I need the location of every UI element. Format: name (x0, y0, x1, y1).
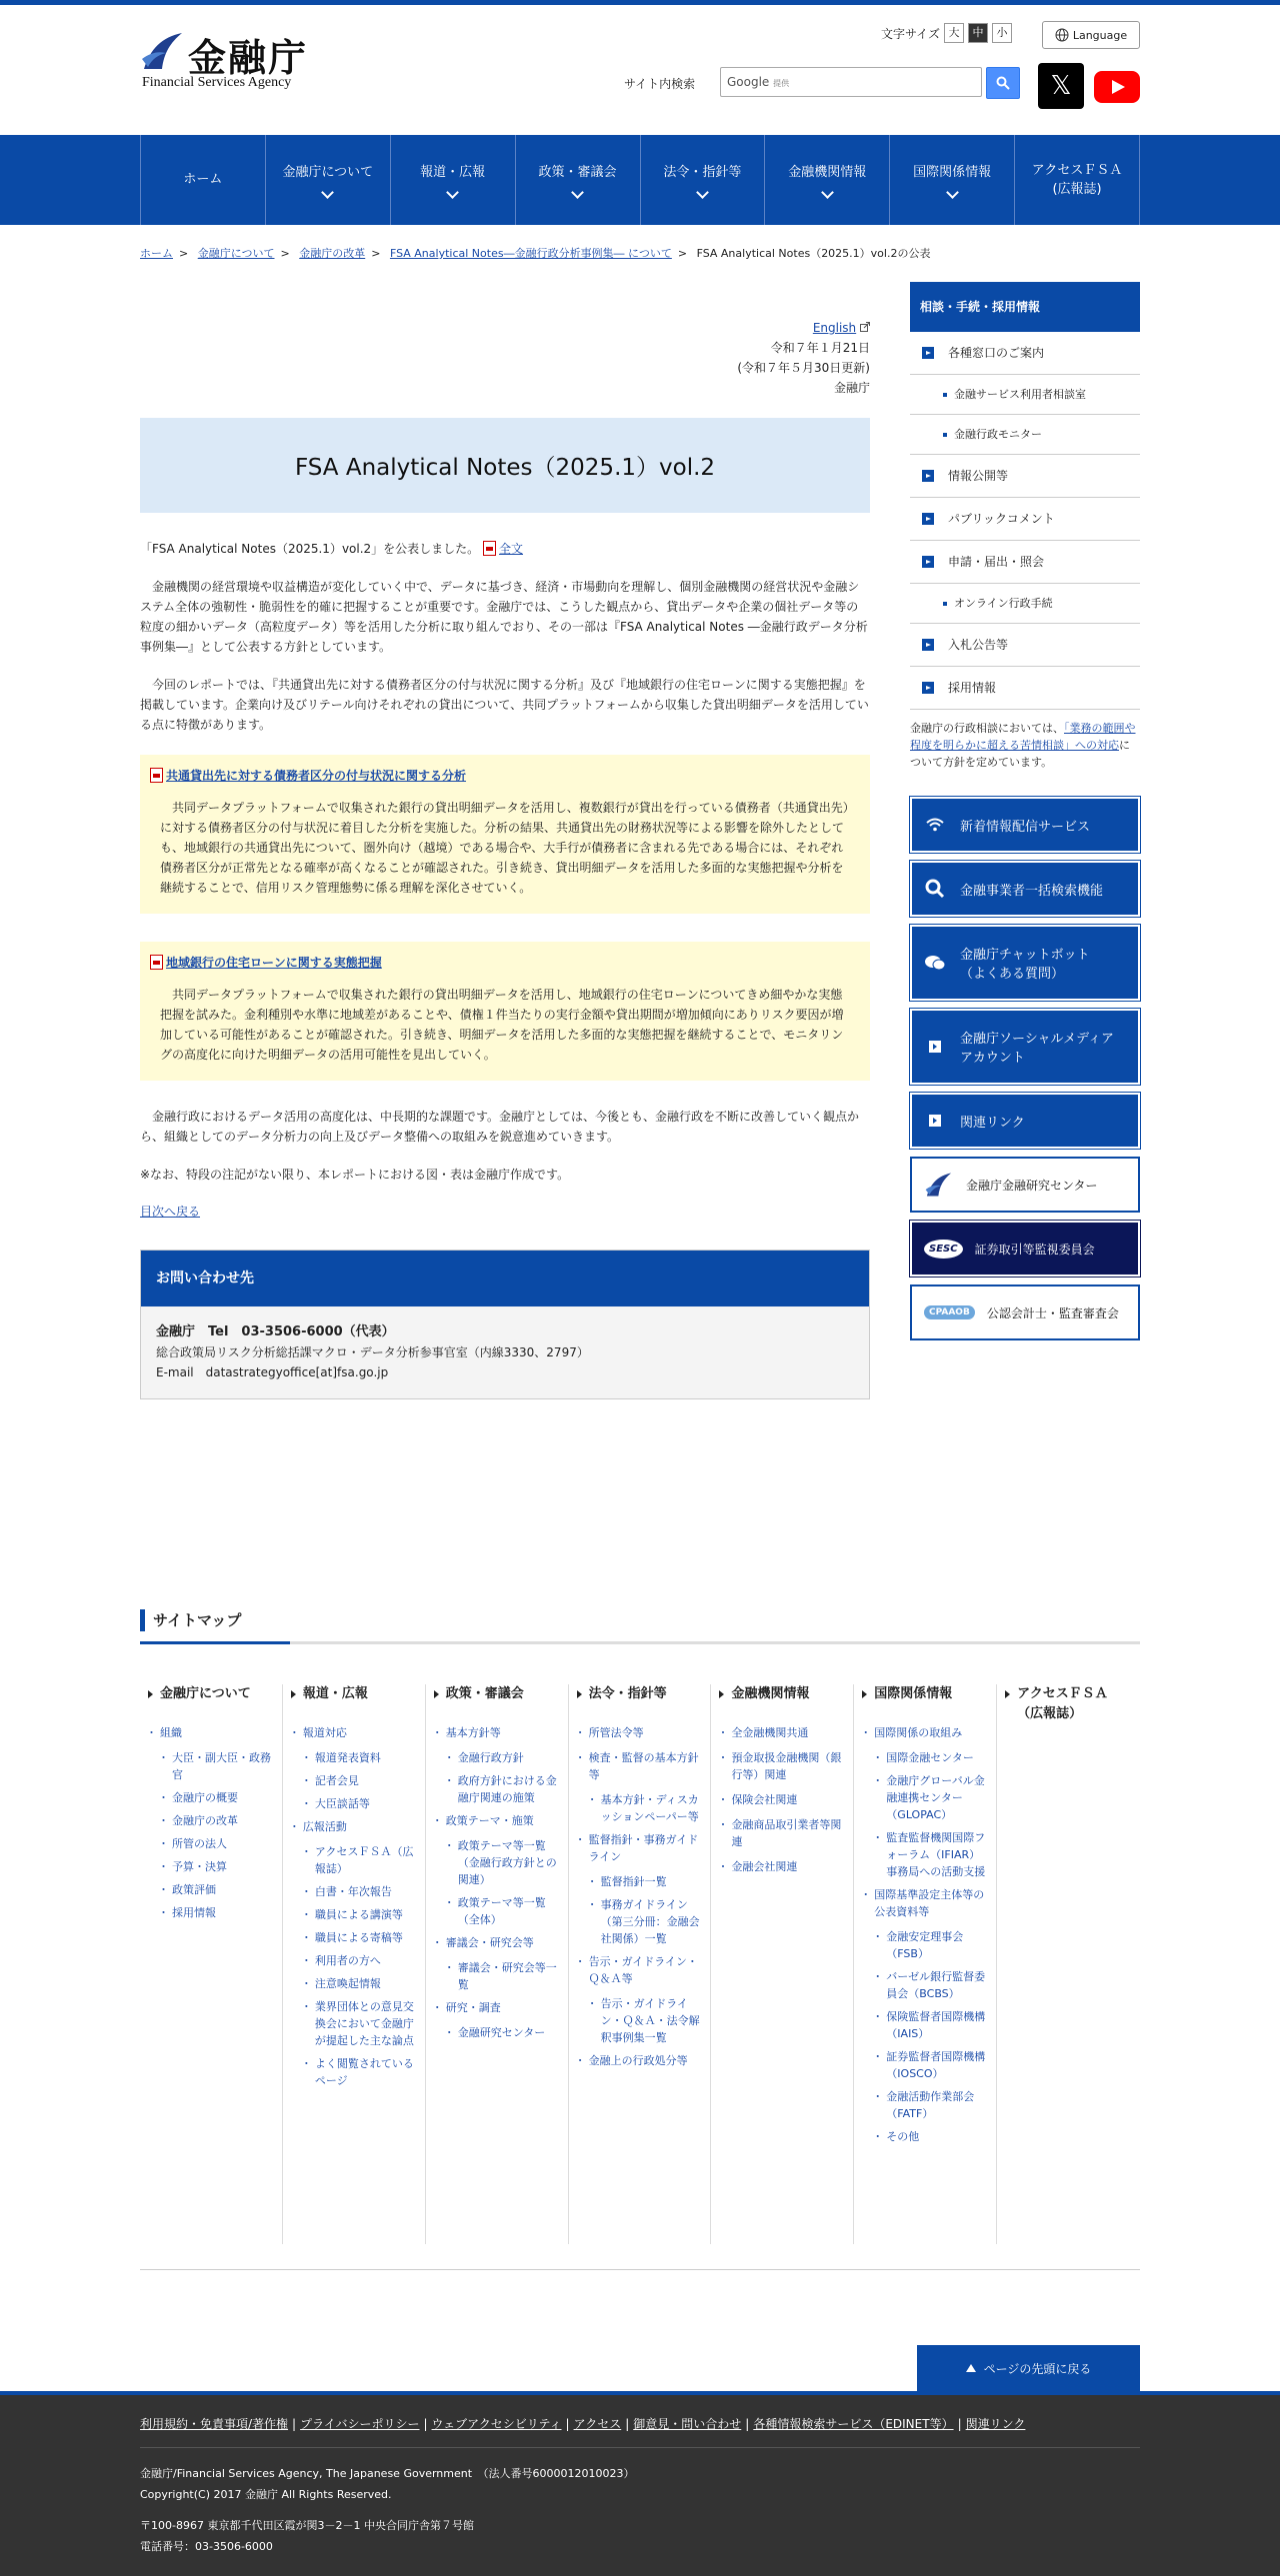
font-size-small-button[interactable]: 小 (992, 23, 1012, 43)
nav-item-0[interactable] (141, 135, 266, 225)
sitemap-link[interactable]: ・ 報道発表資料 (291, 1749, 417, 1766)
arrow-square-icon (924, 1112, 946, 1130)
sitemap-column-title[interactable]: 国際関係情報 (862, 1684, 988, 1704)
sitemap-link[interactable]: ・ 研究・調査 (434, 1999, 560, 2016)
footer-copyright: Copyright(C) 2017 金融庁 All Rights Reserved. (140, 2488, 392, 2501)
footer-info (140, 2463, 635, 2557)
global-nav (0, 135, 1280, 225)
note1-link[interactable]: 共通貸出先に対する債務者区分の付与状況に関する分析 (166, 769, 467, 783)
sitemap-link[interactable]: ・ 保険会社関連 (719, 1791, 845, 1808)
sitemap-link[interactable]: ・ 金融庁の改革 (148, 1812, 274, 1829)
sitemap-link[interactable]: ・ 金融上の行政処分等 (577, 2052, 703, 2069)
sitemap-column (569, 1684, 712, 2244)
sidebar-item-6[interactable]: オンライン行政手続 (910, 584, 1140, 624)
note2-link[interactable]: 地域銀行の住宅ローンに関する実態把握 (166, 956, 382, 970)
update-date: (令和７年５月30日更新) (737, 361, 870, 375)
sitemap-link[interactable]: ・ 政策評価 (148, 1881, 274, 1898)
paragraph-4: ※なお、特段の注記がない限り、本レポートにおける図・表は金融庁作成です。 (140, 1168, 570, 1182)
sitemap-link[interactable]: ・ 保険監督者国際機構（IAIS） (862, 2008, 988, 2042)
sitemap-link[interactable]: ・ 利用者の方へ (291, 1952, 417, 1969)
page-top-button[interactable] (917, 2345, 1140, 2391)
font-size-large-button[interactable]: 大 (944, 23, 964, 43)
logo-japanese: 金融庁 (188, 35, 309, 80)
sitemap-link[interactable]: ・ 基本方針等 (434, 1724, 560, 1741)
logo-english: Financial Services Agency (142, 75, 292, 90)
paragraph-1: 金融機関の経営環境や収益構造が変化していく中で、データに基づき、経済・市場動向を理解し、個別金融機関の経営状況や金融システム全体の強靭性・脆弱性を的確に把握することが重要です。金融庁では、こうした観点から、貸出データや企業の個社データ等の粒度の細かいデータ（高粒度データ）等を活用した分析に取り組んでおり、その一部は『FSA Analytical Notes ―金融行政データ分析事例集―』として公表する方針としています。 (140, 580, 868, 654)
nav-item-label: 政策・審議会 (538, 164, 617, 180)
sitemap-column-title[interactable]: アクセスＦＳＡ（広報誌） (1005, 1684, 1132, 1724)
footer-link[interactable]: 御意見・問い合わせ (633, 2417, 742, 2431)
nav-item-label: 金融庁について (282, 164, 374, 180)
sitemap-link[interactable]: ・ 注意喚起情報 (291, 1975, 417, 1992)
sitemap-column (283, 1684, 426, 2244)
footer-link[interactable]: プライバシーポリシー (300, 2417, 420, 2431)
contact-heading: お問い合わせ先 (141, 1251, 869, 1306)
sitemap-link[interactable]: ・ 監査監督機関国際フォーラム（IFIAR）事務局への活動支援 (862, 1829, 988, 1880)
globe-icon (1055, 28, 1069, 42)
cpaaob-logo: CPAAOB (924, 1305, 975, 1319)
footer-link[interactable]: 関連リンク (965, 2417, 1026, 2431)
sidebar-note-text: 金融庁の行政相談においては、 (910, 722, 1064, 735)
sitemap-heading: サイトマップ (140, 1609, 1140, 1631)
sitemap-column (854, 1684, 997, 2244)
note1-body: 共同データプラットフォームで収集された銀行の貸出明細データを活用し、複数銀行が貸出を行っている債務者（共通貸出先）に対する債務者区分の付与状況に着目した分析を実施した。分析の結果、共通貸出先の財務状況等による影響を除外したとしても、地域銀行の共通貸出先について、圏外向け（越境）である場合や、大手行が債務者に含まれる先である場合には、それぞれ債務者区分が正常先となる確率が高くなることが確認された。引き続き、貸出明細データを活用した多面的な実態把握や分析を継続することで、信用リスク管理態勢に係る理解を深化させていく。 (160, 801, 849, 895)
page-title: FSA Analytical Notes（2025.1）vol.2 (140, 418, 870, 513)
wifi-icon (924, 816, 946, 834)
sidebar (910, 282, 1140, 1340)
note-box-2 (140, 942, 870, 1081)
sitemap-column (711, 1684, 854, 2244)
nav-item-4[interactable] (641, 135, 766, 225)
pdf-icon (150, 955, 163, 970)
site-search-input[interactable] (720, 67, 982, 97)
sitemap-link[interactable]: ・ 記者会見 (291, 1772, 417, 1789)
sitemap-link[interactable]: ・ 監督指針一覧 (577, 1873, 703, 1890)
breadcrumb-current: FSA Analytical Notes（2025.1）vol.2の公表 (696, 247, 931, 260)
arrow-square-icon (924, 1038, 946, 1056)
sitemap-link[interactable]: ・ 基本方針・ディスカッションペーパー等 (577, 1791, 703, 1825)
sitemap-link[interactable]: ・ 白書・年次報告 (291, 1883, 417, 1900)
sitemap-link[interactable]: ・ 大臣・副大臣・政務官 (148, 1749, 274, 1783)
footer-link-separator: | (625, 2417, 630, 2431)
sitemap-link[interactable]: ・ 職員による講演等 (291, 1906, 417, 1923)
sidebar-item-2[interactable]: 金融行政モニター (910, 415, 1140, 455)
business-search-button[interactable] (910, 861, 1140, 917)
sidebar-heading: 相談・手続・採用情報 (910, 282, 1140, 332)
chat-bubble-icon (924, 954, 946, 972)
social-media-label: 金融庁ソーシャルメディア アカウント (960, 1032, 1115, 1066)
sidebar-item-1[interactable]: 金融サービス利用者相談室 (910, 375, 1140, 415)
cpaaob-label: 公認会計士・監査審査会 (986, 1305, 1119, 1320)
sitemap-link[interactable]: ・ 報道対応 (291, 1724, 417, 1741)
footer-divider (140, 2447, 1140, 2448)
sitemap-link[interactable]: ・ 全金融機関共通 (719, 1724, 845, 1741)
note-box-1 (140, 755, 870, 914)
nav-item-label: 金融機関情報 (788, 164, 867, 180)
chatbot-button[interactable] (910, 925, 1140, 1001)
sitemap-link[interactable]: ・ 審議会・研究会等 (434, 1934, 560, 1951)
sitemap-link[interactable]: ・ 金融庁の概要 (148, 1789, 274, 1806)
sitemap-link[interactable]: ・ 金融会社関連 (719, 1858, 845, 1875)
sesc-logo: SESC (924, 1240, 963, 1259)
article-meta (140, 318, 870, 398)
chevron-down-icon (571, 186, 584, 199)
sidebar-note-link[interactable]: 「業務の範囲や程度を明らかに超える苦情相談」への対応 (910, 722, 1136, 752)
language-label: Language (1072, 28, 1128, 42)
sitemap-link[interactable]: ・ 国際金融センター (862, 1749, 988, 1766)
sitemap-column (426, 1684, 569, 2244)
sitemap-link[interactable]: ・ 金融行政方針 (434, 1749, 560, 1766)
sesc-label: 証券取引等監視委員会 (974, 1242, 1095, 1257)
search-provider: 提供 (773, 79, 790, 88)
footer-link-separator: | (292, 2417, 297, 2431)
english-link[interactable]: English (812, 321, 857, 335)
sitemap-link[interactable]: ・ 告示・ガイドライン・Ｑ＆Ａ等 (577, 1953, 703, 1987)
back-to-index-link[interactable]: 目次へ戻る (140, 1205, 201, 1219)
sitemap-link[interactable]: ・ 預金取扱金融機関（銀行等）関連 (719, 1749, 845, 1783)
site-footer (0, 2391, 1280, 2576)
search-placeholder: Google (727, 75, 770, 89)
nav-item-7[interactable] (1015, 135, 1140, 225)
intro-text: 「FSA Analytical Notes（2025.1）vol.2」を公表しました。 (140, 542, 480, 556)
chevron-down-icon (321, 186, 334, 199)
contact-email: E-mail datastrategyoffice[at]fsa.go.jp (156, 1365, 389, 1379)
sidebar-item-5[interactable]: 申請・届出・照会 (910, 541, 1140, 584)
footer-phone: 電話番号：03-3506-6000 (140, 2540, 273, 2553)
arrow-up-icon (966, 2364, 976, 2372)
research-center-label: 金融庁金融研究センター (966, 1178, 1098, 1193)
footer-link-separator: | (745, 2417, 750, 2431)
paragraph-2: 今回のレポートでは、『共通貸出先に対する債務者区分の付与状況に関する分析』及び『地域銀行の住宅ローンに関する実態把握』を掲載しています。企業向け及びリテール向けそれぞれの貸出について、共同プラットフォームから収集した貸出明細データを活用している点に特徴があります。 (140, 678, 869, 732)
sidebar-item-4[interactable]: パブリックコメント (910, 498, 1140, 541)
sitemap-link[interactable]: ・ 証券監督者国際機構（IOSCO） (862, 2048, 988, 2082)
sidebar-item-8[interactable]: 採用情報 (910, 667, 1140, 710)
x-twitter-icon[interactable]: 𝕏 (1038, 63, 1084, 109)
sitemap-link[interactable]: ・ 金融庁グローバル金融連携センター（GLOPAC） (862, 1772, 988, 1823)
news-delivery-button[interactable] (910, 797, 1140, 853)
sitemap-columns (140, 1684, 1140, 2244)
site-logo[interactable] (140, 27, 340, 97)
chevron-down-icon (696, 186, 709, 199)
breadcrumb: ホーム > 金融庁について > 金融庁の改革 > FSA Analytical Notes―金融行政分析事例集― について > FSA Analytical Notes（2025.1）vol.2の公表 (140, 247, 931, 260)
sitemap-link[interactable]: ・ アクセスＦＳＡ（広報誌） (291, 1843, 417, 1877)
sitemap-link[interactable]: ・ 国際関係の取組み (862, 1724, 988, 1741)
cpaaob-banner[interactable] (910, 1285, 1140, 1340)
sitemap-link[interactable]: ・ その他 (862, 2128, 988, 2145)
business-search-label: 金融事業者一括検索機能 (960, 883, 1104, 899)
sidebar-item-0[interactable]: 各種窓口のご案内 (910, 332, 1140, 375)
chevron-down-icon (821, 186, 834, 199)
main-content (140, 318, 870, 1399)
sitemap-link[interactable]: ・ 国際基準設定主体等の公表資料等 (862, 1886, 988, 1920)
font-size-medium-button[interactable]: 中 (968, 23, 988, 43)
sitemap-column (997, 1684, 1140, 2244)
search-icon (996, 76, 1010, 90)
sitemap-link[interactable]: ・ 審議会・研究会等一覧 (434, 1959, 560, 1993)
pdf-icon (483, 541, 496, 556)
sitemap-column-title[interactable]: 金融機関情報 (719, 1684, 845, 1704)
footer-link[interactable]: 利用規約・免責事項/著作権 (140, 2417, 289, 2431)
page-top-label: ページの先頭に戻る (983, 2361, 1092, 2376)
sitemap-column (140, 1684, 283, 2244)
note2-body: 共同データプラットフォームで収集された銀行の貸出明細データを活用し、地域銀行の住宅ローンについてきめ細やかな実態把握を試みた。金利種別や水準に地域差があることや、債権１件当たりの実行金額や貸出期間が増加傾向にありリスク要因が増加している可能性があることが確認された。引き続き、明細データを活用した多面的な実態把握を継続することで、モニタリングの高度化に向けた明細データの活用可能性を見出していく。 (160, 988, 844, 1062)
nav-item-2[interactable] (391, 135, 516, 225)
sitemap-link[interactable]: ・ 所管の法人 (148, 1835, 274, 1852)
sitemap-bottom-divider (140, 2269, 1140, 2270)
research-center-banner[interactable] (910, 1157, 1140, 1213)
related-links-button[interactable] (910, 1093, 1140, 1149)
sitemap-link[interactable]: ・ 政策テーマ等一覧（金融行政方針との関連） (434, 1837, 560, 1888)
sitemap-link[interactable]: ・ 業界団体との意見交換会において金融庁が提起した主な論点 (291, 1998, 417, 2049)
sitemap (140, 1609, 1140, 2244)
font-size-switcher (881, 23, 1012, 43)
sitemap-link[interactable]: ・ 予算・決算 (148, 1858, 274, 1875)
sitemap-link[interactable]: ・ 金融安定理事会（FSB） (862, 1928, 988, 1962)
sitemap-link[interactable]: ・ 金融研究センター (434, 2024, 560, 2041)
sitemap-link[interactable]: ・ 広報活動 (291, 1818, 417, 1835)
social-media-button[interactable] (910, 1009, 1140, 1085)
sitemap-link[interactable]: ・ 金融活動作業部会（FATF） (862, 2088, 988, 2122)
breadcrumb-home[interactable]: ホーム (140, 247, 173, 260)
publish-date: 令和７年１月21日 (770, 341, 870, 355)
language-button[interactable] (1042, 21, 1140, 49)
fsa-logo-icon (140, 29, 186, 73)
footer-link[interactable]: ウェブアクセシビリティ (431, 2417, 562, 2431)
nav-item-label: ホーム (183, 172, 223, 188)
news-delivery-label: 新着情報配信サービス (960, 819, 1091, 835)
sitemap-link[interactable]: ・ 政府方針における金融庁関連の施策 (434, 1772, 560, 1806)
sitemap-link[interactable]: ・ 告示・ガイドライン・Ｑ＆Ａ・法令解釈事例集一覧 (577, 1995, 703, 2046)
sidebar-item-3[interactable]: 情報公開等 (910, 455, 1140, 498)
font-size-label: 文字サイズ (880, 26, 940, 41)
sitemap-divider (140, 1641, 1140, 1644)
nav-item-1[interactable] (266, 135, 391, 225)
search-icon (924, 880, 946, 898)
contact-box (140, 1250, 870, 1399)
sitemap-link[interactable]: ・ 所管法令等 (577, 1724, 703, 1741)
sitemap-link[interactable]: ・ 政策テーマ等一覧（全体） (434, 1894, 560, 1928)
footer-org: 金融庁/Financial Services Agency, The Japanese Government （法人番号6000012010023） (140, 2467, 635, 2480)
sitemap-column-title[interactable]: 法令・指針等 (577, 1684, 703, 1704)
nav-item-6[interactable] (890, 135, 1015, 225)
sitemap-link[interactable]: ・ 組織 (148, 1724, 274, 1741)
sitemap-link[interactable]: ・ 金融商品取引業者等関連 (719, 1816, 845, 1850)
full-text-link[interactable]: 全文 (499, 542, 524, 556)
nav-item-label: アクセスＦＳＡ (広報誌) (1031, 162, 1123, 197)
contact-tel: 金融庁 Tel 03-3506-6000（代表） (156, 1324, 395, 1339)
sitemap-link[interactable]: ・ 検査・監督の基本方針等 (577, 1749, 703, 1783)
breadcrumb-about[interactable]: 金融庁について (197, 247, 275, 260)
sidebar-note (910, 720, 1140, 771)
sitemap-column-title[interactable]: 報道・広報 (291, 1684, 417, 1704)
fsa-logo-icon (924, 1171, 954, 1199)
footer-link-separator: | (423, 2417, 428, 2431)
footer-link-separator: | (957, 2417, 962, 2431)
search-button[interactable] (986, 67, 1020, 99)
footer-link[interactable]: アクセス (573, 2417, 622, 2431)
chevron-down-icon (946, 186, 959, 199)
contact-dept: 総合政策局リスク分析総括課マクロ・データ分析参事官室（内線3330、2797） (156, 1345, 589, 1359)
breadcrumb-reform[interactable]: 金融庁の改革 (299, 247, 366, 260)
pdf-icon (150, 768, 163, 783)
sitemap-link[interactable]: ・ よく閲覧されているページ (291, 2055, 417, 2089)
sidebar-menu (910, 332, 1140, 710)
sitemap-link[interactable]: ・ 大臣談話等 (291, 1795, 417, 1812)
external-link-icon (860, 322, 870, 332)
nav-item-label: 報道・広報 (420, 164, 486, 180)
nav-item-5[interactable] (765, 135, 890, 225)
footer-address: 〒100-8967 東京都千代田区霞が関3－2－1 中央合同庁舎第７号館 (140, 2519, 474, 2532)
chatbot-label: 金融庁チャットボット （よくある質問） (960, 948, 1090, 982)
footer-link[interactable]: 各種情報検索サービス（EDINET等） (753, 2417, 954, 2431)
intro-line (140, 539, 870, 559)
sitemap-link[interactable]: ・ バーゼル銀行監督委員会（BCBS） (862, 1968, 988, 2002)
global-nav-items (140, 135, 1140, 225)
nav-item-label: 法令・指針等 (663, 164, 742, 180)
sitemap-link[interactable]: ・ 事務ガイドライン（第三分冊：金融会社関係）一覧 (577, 1896, 703, 1947)
sesc-banner[interactable] (910, 1221, 1140, 1277)
sidebar-item-7[interactable]: 入札公告等 (910, 624, 1140, 667)
sitemap-column-title[interactable]: 政策・審議会 (434, 1684, 560, 1704)
footer-link-separator: | (565, 2417, 570, 2431)
sidebar-note-text-end: について方針を定めています。 (910, 739, 1130, 769)
footer-links (140, 2415, 1025, 2432)
site-search-label: サイト内検索 (624, 77, 696, 91)
youtube-icon[interactable] (1094, 71, 1140, 103)
breadcrumb-analytical-notes[interactable]: FSA Analytical Notes―金融行政分析事例集― について (389, 247, 672, 260)
paragraph-3: 金融行政におけるデータ活用の高度化は、中長期的な課題です。金融庁としては、今後とも、金融行政を不断に改善していく観点から、組織としてのデータ分析力の向上及びデータ整備への取組みを鋭意進めていきます。 (140, 1110, 860, 1144)
nav-item-3[interactable] (516, 135, 641, 225)
nav-item-label: 国際関係情報 (913, 164, 992, 180)
sitemap-column-title[interactable]: 金融庁について (148, 1684, 274, 1704)
related-links-label: 関連リンク (960, 1115, 1025, 1131)
publisher: 金融庁 (833, 381, 870, 395)
sitemap-link[interactable]: ・ 監督指針・事務ガイドライン (577, 1831, 703, 1865)
sitemap-link[interactable]: ・ 職員による寄稿等 (291, 1929, 417, 1946)
sitemap-link[interactable]: ・ 採用情報 (148, 1904, 274, 1921)
sitemap-link[interactable]: ・ 政策テーマ・施策 (434, 1812, 560, 1829)
site-header (140, 5, 1140, 135)
chevron-down-icon (446, 186, 459, 199)
